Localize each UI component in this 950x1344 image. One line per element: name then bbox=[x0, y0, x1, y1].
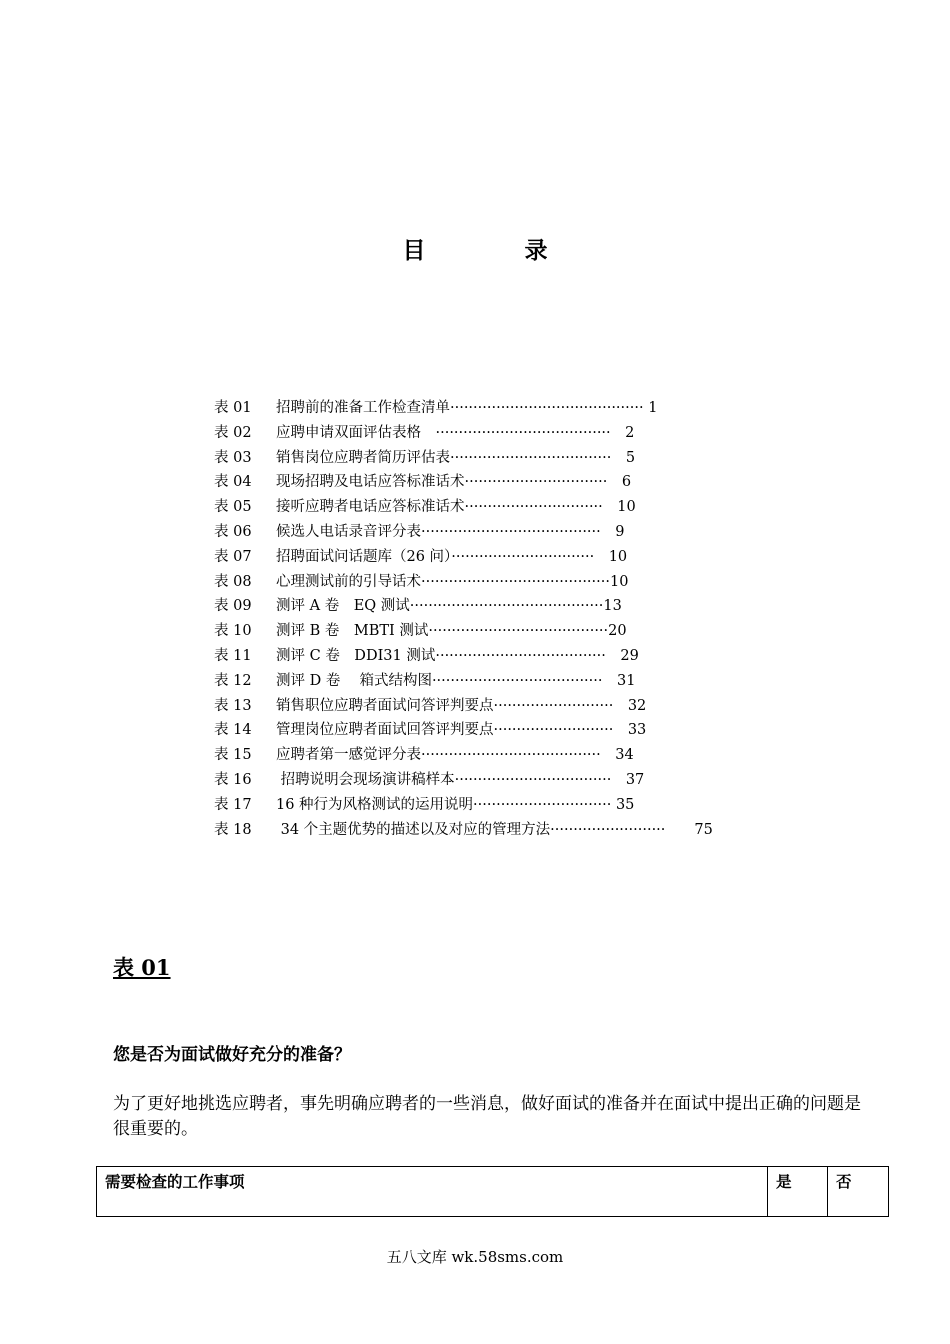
toc-entry-text: 销售职位应聘者面试问答评判要点·························· 32 bbox=[276, 697, 647, 714]
toc-entry-text: 销售岗位应聘者简历评估表··································· 5 bbox=[276, 449, 636, 466]
toc-entry bbox=[214, 644, 794, 669]
toc-entry-text: 招聘面试问话题库（26 问）······························· 10 bbox=[276, 548, 628, 565]
toc-entry-text: 心理测试前的引导话术·········································10 bbox=[276, 573, 629, 590]
toc-entry bbox=[214, 495, 794, 520]
toc-entry bbox=[214, 421, 794, 446]
toc-entry-text: 招聘前的准备工作检查清单·········································· 1 bbox=[276, 400, 658, 416]
toc-entry-text: 测评 A 卷 EQ 测试··········································13 bbox=[276, 598, 622, 615]
toc-entry-text: 测评 B 卷 MBTI 测试·······································20 bbox=[276, 623, 627, 640]
header-no: 否 bbox=[828, 1167, 889, 1217]
toc-entry bbox=[214, 520, 794, 545]
toc-entry bbox=[214, 793, 794, 818]
toc-entry bbox=[214, 669, 794, 694]
toc-entry-label: 表 15 bbox=[214, 747, 252, 764]
toc-entry-text: 现场招聘及电话应答标准话术······························· 6 bbox=[276, 474, 632, 491]
checklist-table bbox=[96, 1166, 889, 1217]
section-heading: 表 01 bbox=[113, 955, 171, 980]
toc-entry-text: 管理岗位应聘者面试回答评判要点·························· 33 bbox=[276, 722, 647, 739]
toc-entry-label: 表 11 bbox=[214, 647, 252, 664]
toc-entry bbox=[214, 545, 794, 570]
toc-entry-text: 招聘说明会现场演讲稿样本·································· 37 bbox=[276, 771, 645, 788]
section-question: 您是否为面试做好充分的准备？ bbox=[113, 1045, 351, 1065]
toc-entry-text: 测评 C 卷 DDI31 测试····································· 29 bbox=[276, 647, 639, 664]
toc-entry-label: 表 07 bbox=[214, 548, 252, 565]
toc-entry-label: 表 09 bbox=[214, 598, 252, 615]
toc-entry-text: 应聘申请双面评估表格 ······································ 2 bbox=[276, 424, 635, 441]
toc-entry-label: 表 10 bbox=[214, 623, 252, 640]
header-items: 需要检查的工作事项 bbox=[97, 1167, 768, 1217]
toc-entry bbox=[214, 446, 794, 471]
intro-paragraph: 为了更好地挑选应聘者，事先明确应聘者的一些消息，做好面试的准备并在面试中提出正确的问题是很重要的。 bbox=[113, 1094, 861, 1139]
table-header-row bbox=[97, 1167, 889, 1217]
toc-entry-label: 表 12 bbox=[214, 672, 252, 689]
toc-entry bbox=[214, 570, 794, 595]
footer-watermark: 五八文库 wk.58sms.com bbox=[386, 1248, 564, 1266]
toc-entry-label: 表 08 bbox=[214, 573, 252, 590]
toc-entry-text: 接听应聘者电话应答标准话术······························ 10 bbox=[276, 499, 636, 516]
toc-entry-label: 表 03 bbox=[214, 449, 252, 466]
toc-entry-text: 测评 D 卷 箱式结构图····································· 31 bbox=[276, 672, 636, 689]
toc-entry bbox=[214, 818, 794, 843]
toc-entry bbox=[214, 594, 794, 619]
toc-entry-label: 表 04 bbox=[214, 474, 252, 491]
toc-entry bbox=[214, 470, 794, 495]
toc-entry bbox=[214, 619, 794, 644]
toc-entry-text: 34 个主题优势的描述以及对应的管理方法························· 75 bbox=[276, 821, 713, 838]
toc-entry-label: 表 14 bbox=[214, 722, 252, 739]
toc-entry-label: 表 05 bbox=[214, 499, 252, 516]
toc-entry-label: 表 02 bbox=[214, 424, 252, 441]
table-of-contents bbox=[214, 396, 794, 842]
toc-entry-label: 表 16 bbox=[214, 771, 252, 788]
toc-entry-text: 应聘者第一感觉评分表······································· 34 bbox=[276, 747, 634, 764]
toc-entry bbox=[214, 718, 794, 743]
toc-entry bbox=[214, 743, 794, 768]
toc-entry-text: 16 种行为风格测试的运用说明······························ 35 bbox=[276, 796, 635, 813]
toc-entry-label: 表 06 bbox=[214, 523, 252, 540]
toc-entry-label: 表 01 bbox=[214, 400, 252, 416]
toc-entry bbox=[214, 694, 794, 719]
toc-entry-text: 候选人电话录音评分表······································· 9 bbox=[276, 523, 625, 540]
toc-entry bbox=[214, 768, 794, 793]
toc-entry-label: 表 13 bbox=[214, 697, 252, 714]
toc-entry-label: 表 17 bbox=[214, 796, 252, 813]
toc-entry-label: 表 18 bbox=[214, 821, 252, 838]
header-yes: 是 bbox=[768, 1167, 828, 1217]
toc-entry bbox=[214, 396, 794, 421]
toc-title: 目 录 bbox=[402, 238, 586, 264]
